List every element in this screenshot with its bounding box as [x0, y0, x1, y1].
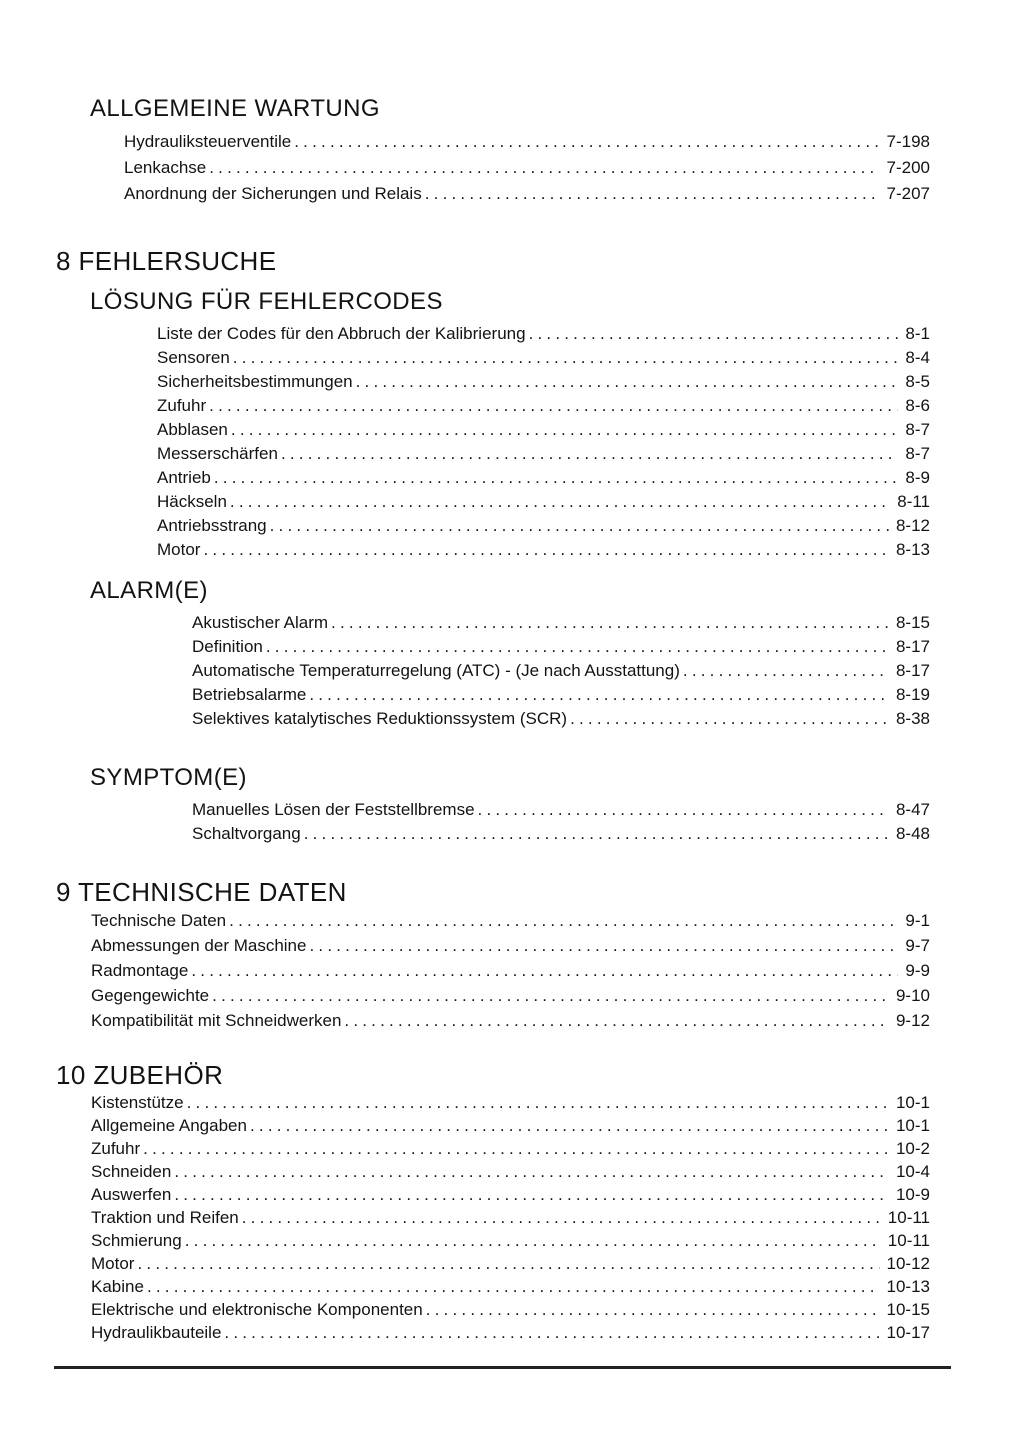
- toc-entry-page: 8-38: [895, 709, 930, 728]
- toc-entry: [157, 490, 930, 514]
- toc-entry-label: Elektrische und elektronische Komponenten: [91, 1300, 423, 1319]
- dot-leader: [529, 322, 899, 346]
- dot-leader: [224, 1321, 879, 1344]
- toc-entry-label: Schmierung: [91, 1231, 182, 1250]
- toc-entry-label: Abblasen: [157, 420, 228, 439]
- toc-entry-label: Motor: [157, 540, 201, 559]
- toc-entry-page: 10-1: [895, 1093, 930, 1112]
- toc-entry: [192, 822, 930, 846]
- toc-entry-page: 8-48: [895, 824, 930, 843]
- dot-leader: [209, 394, 898, 418]
- toc-entry-label: Kompatibilität mit Schneidwerken: [91, 1011, 342, 1030]
- dot-leader: [294, 129, 879, 155]
- toc-entry-label: Radmontage: [91, 961, 189, 980]
- dot-leader: [229, 908, 898, 933]
- toc-entry-label: Anordnung der Sicherungen und Relais: [124, 184, 422, 203]
- toc-entry-label: Definition: [192, 637, 263, 656]
- dot-leader: [137, 1252, 879, 1275]
- toc-entry-label: Kabine: [91, 1277, 144, 1296]
- toc-entry-label: Zufuhr: [157, 396, 207, 415]
- toc-entry-page: 10-13: [886, 1277, 930, 1296]
- dot-leader: [331, 611, 889, 635]
- toc-entry-page: 8-12: [895, 516, 930, 535]
- toc-entry-page: 8-7: [905, 420, 930, 439]
- dot-leader: [187, 1091, 889, 1114]
- toc-entry: [91, 1137, 930, 1160]
- section-allgemeine-wartung: [0, 94, 1024, 207]
- toc-entry: [91, 1114, 930, 1137]
- toc-entry-label: Antriebsstrang: [157, 516, 267, 535]
- dot-leader: [191, 958, 898, 983]
- dot-leader: [309, 683, 889, 707]
- toc-entry-page: 10-9: [895, 1185, 930, 1204]
- toc-entry-page: 9-1: [905, 911, 930, 930]
- dot-leader: [683, 659, 889, 683]
- toc-entry: [192, 659, 930, 683]
- toc-entry-label: Gegengewichte: [91, 986, 210, 1005]
- entry-list: [0, 322, 930, 562]
- toc-entry-label: Selektives katalytisches Reduktionssystem (SCR): [192, 709, 568, 728]
- toc-entry-page: 7-207: [886, 184, 930, 203]
- toc-entry-page: 8-19: [895, 685, 930, 704]
- dot-leader: [242, 1206, 881, 1229]
- toc-entry: [91, 1206, 930, 1229]
- toc-entry: [157, 394, 930, 418]
- toc-entry-label: Hydrauliksteuerventile: [124, 132, 292, 151]
- dot-leader: [212, 983, 889, 1008]
- dot-leader: [233, 346, 899, 370]
- toc-entry-page: 7-200: [886, 158, 930, 177]
- toc-entry-page: 8-11: [897, 492, 930, 511]
- toc-entry-page: 8-15: [895, 613, 930, 632]
- section-symptome: [0, 763, 1024, 846]
- toc-entry: [192, 635, 930, 659]
- dot-leader: [230, 490, 890, 514]
- toc-entry-page: 9-10: [895, 986, 930, 1005]
- toc-entry: [157, 346, 930, 370]
- toc-entry: [91, 1229, 930, 1252]
- dot-leader: [266, 635, 889, 659]
- dot-leader: [209, 155, 879, 181]
- toc-entry-label: Technische Daten: [91, 911, 227, 930]
- toc-entry-page: 10-12: [886, 1254, 930, 1273]
- toc-entry-page: 10-15: [886, 1300, 930, 1319]
- dot-leader: [478, 798, 889, 822]
- toc-entry: [192, 798, 930, 822]
- entry-list: [0, 129, 930, 207]
- toc-entry: [157, 370, 930, 394]
- chapter-heading: 10 ZUBEHÖR: [56, 1060, 224, 1090]
- section-loesung-fuer-fehlercodes: [0, 287, 1024, 562]
- dot-leader: [147, 1275, 880, 1298]
- toc-entry-label: Akustischer Alarm: [192, 613, 329, 632]
- toc-entry-label: Auswerfen: [91, 1185, 172, 1204]
- toc-entry-page: 8-1: [905, 324, 930, 343]
- toc-entry: [91, 958, 930, 983]
- toc-entry-page: 9-7: [905, 936, 930, 955]
- toc-entry-page: 10-11: [887, 1231, 930, 1250]
- toc-entry-label: Zufuhr: [91, 1139, 141, 1158]
- toc-entry-label: Sicherheitsbestimmungen: [157, 372, 353, 391]
- toc-entry: [91, 983, 930, 1008]
- toc-entry-label: Sensoren: [157, 348, 230, 367]
- toc-entry-page: 7-198: [886, 132, 930, 151]
- section-heading: LÖSUNG FÜR FEHLERCODES: [90, 288, 443, 315]
- toc-entry-page: 10-17: [886, 1323, 930, 1342]
- toc-entry-label: Kistenstütze: [91, 1093, 184, 1112]
- toc-entry: [157, 322, 930, 346]
- dot-leader: [185, 1229, 881, 1252]
- dot-leader: [270, 514, 889, 538]
- toc-entry-page: 10-11: [887, 1208, 930, 1227]
- toc-entry-label: Antrieb: [157, 468, 211, 487]
- toc-entry: [91, 1008, 930, 1033]
- chapter-fehlersuche: [0, 245, 1024, 277]
- toc-entry-label: Schaltvorgang: [192, 824, 301, 843]
- toc-entry-label: Allgemeine Angaben: [91, 1116, 247, 1135]
- toc-entry: [91, 1298, 930, 1321]
- toc-entry: [192, 683, 930, 707]
- dot-leader: [344, 1008, 889, 1033]
- toc-entry: [157, 418, 930, 442]
- toc-entry-page: 10-4: [895, 1162, 930, 1181]
- toc-entry-page: 8-5: [905, 372, 930, 391]
- toc-entry: [91, 1183, 930, 1206]
- toc-entry: [192, 707, 930, 731]
- toc-entry-page: 8-4: [905, 348, 930, 367]
- toc-entry-page: 8-17: [895, 661, 930, 680]
- dot-leader: [214, 466, 899, 490]
- toc-entry-label: Abmessungen der Maschine: [91, 936, 307, 955]
- toc-entry: [192, 611, 930, 635]
- section-alarme: [0, 576, 1024, 731]
- chapter-technische-daten: [0, 876, 1024, 1033]
- chapter-heading: 8 FEHLERSUCHE: [56, 246, 277, 276]
- toc-entry-label: Manuelles Lösen der Feststellbremse: [192, 800, 475, 819]
- entry-list: [0, 1091, 930, 1344]
- toc-entry-page: 10-2: [895, 1139, 930, 1158]
- dot-leader: [356, 370, 899, 394]
- toc-entry-page: 9-12: [895, 1011, 930, 1030]
- toc-entry-page: 10-1: [895, 1116, 930, 1135]
- toc-entry-label: Traktion und Reifen: [91, 1208, 239, 1227]
- entry-list: [0, 611, 930, 731]
- toc-entry-page: 9-9: [905, 961, 930, 980]
- dot-leader: [174, 1160, 889, 1183]
- dot-leader: [250, 1114, 889, 1137]
- toc-entry-page: 8-7: [905, 444, 930, 463]
- dot-leader: [425, 181, 880, 207]
- toc-entry-label: Häckseln: [157, 492, 227, 511]
- toc-entry: [91, 1321, 930, 1344]
- toc-entry: [91, 1160, 930, 1183]
- toc-entry-label: Automatische Temperaturregelung (ATC) - (Je nach Ausstattung): [192, 661, 680, 680]
- section-heading: ALARM(E): [90, 577, 208, 604]
- dot-leader: [203, 538, 889, 562]
- entry-list: [0, 908, 930, 1033]
- toc-entry-page: 8-13: [895, 540, 930, 559]
- toc-entry-label: Messerschärfen: [157, 444, 278, 463]
- toc-entry: [91, 1275, 930, 1298]
- toc-entry: [91, 908, 930, 933]
- toc-entry: [157, 466, 930, 490]
- entry-list: [0, 798, 930, 846]
- dot-leader: [570, 707, 889, 731]
- toc-entry-label: Hydraulikbauteile: [91, 1323, 222, 1342]
- dot-leader: [231, 418, 899, 442]
- toc-entry-page: 8-6: [905, 396, 930, 415]
- toc-entry-label: Schneiden: [91, 1162, 172, 1181]
- toc-entry: [124, 181, 930, 207]
- dot-leader: [304, 822, 889, 846]
- toc-entry: [91, 1091, 930, 1114]
- dot-leader: [143, 1137, 889, 1160]
- dot-leader: [309, 933, 898, 958]
- dot-leader: [174, 1183, 889, 1206]
- toc-entry: [91, 933, 930, 958]
- toc-entry: [124, 129, 930, 155]
- dot-leader: [426, 1298, 880, 1321]
- toc-entry-label: Liste der Codes für den Abbruch der Kalibrierung: [157, 324, 526, 343]
- toc-entry-label: Betriebsalarme: [192, 685, 307, 704]
- footer-rule: [54, 1366, 951, 1369]
- dot-leader: [281, 442, 898, 466]
- toc-entry-page: 8-47: [895, 800, 930, 819]
- chapter-zubehoer: [0, 1059, 1024, 1344]
- toc-entry: [157, 538, 930, 562]
- toc-entry-page: 8-9: [905, 468, 930, 487]
- toc-entry-label: Motor: [91, 1254, 135, 1273]
- section-heading: ALLGEMEINE WARTUNG: [90, 95, 380, 122]
- toc-entry: [91, 1252, 930, 1275]
- toc-entry-label: Lenkachse: [124, 158, 207, 177]
- section-heading: SYMPTOM(E): [90, 764, 247, 791]
- toc-entry: [157, 514, 930, 538]
- chapter-heading: 9 TECHNISCHE DATEN: [56, 877, 347, 907]
- toc-entry: [124, 155, 930, 181]
- toc-entry: [157, 442, 930, 466]
- toc-entry-page: 8-17: [895, 637, 930, 656]
